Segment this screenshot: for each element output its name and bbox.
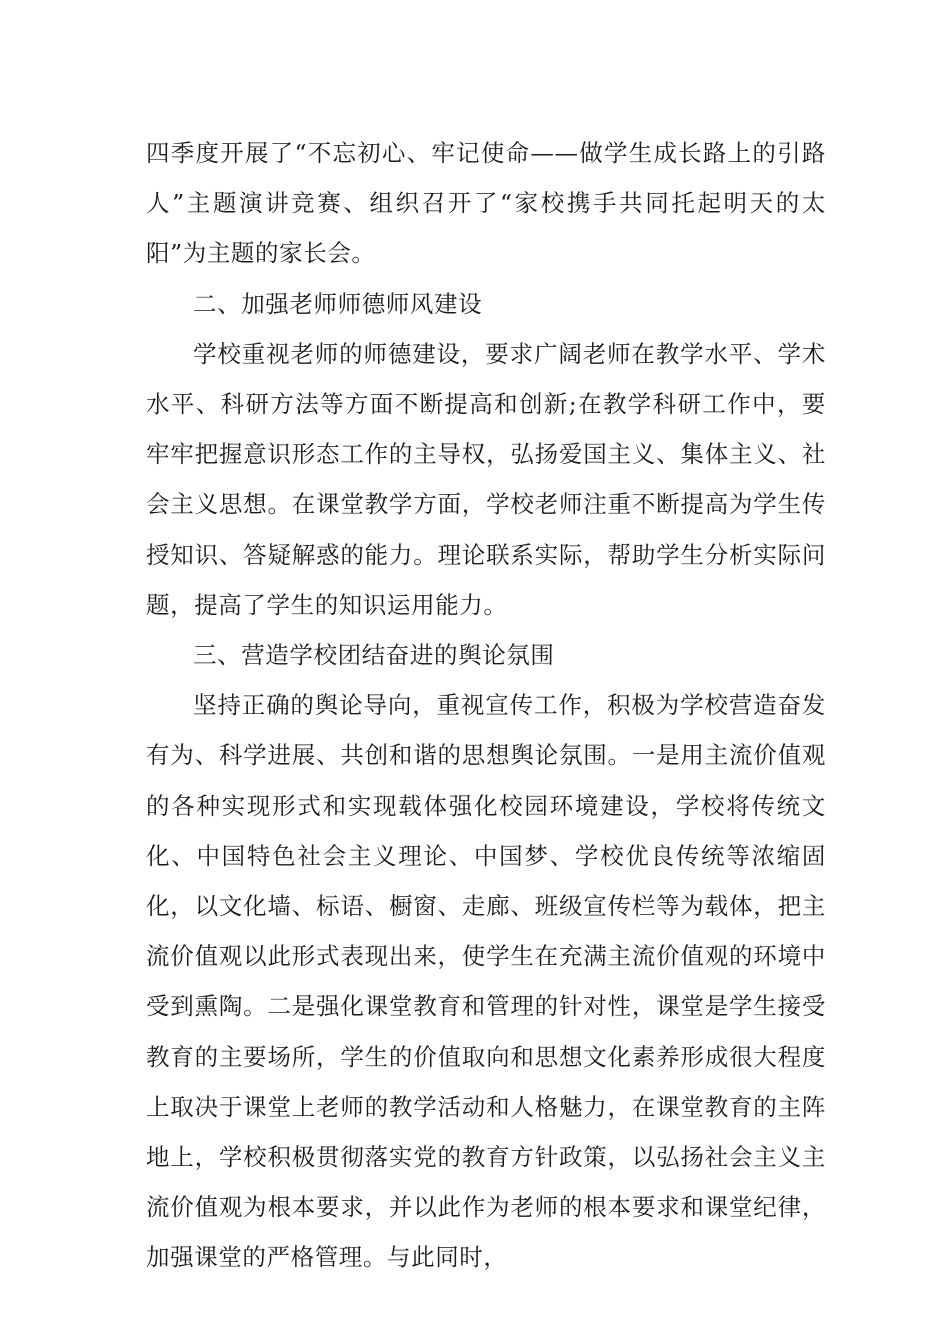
section-heading-2: 二、加强老师师德师风建设 bbox=[193, 289, 483, 318]
section-heading-3: 三、营造学校团结奋进的舆论氛围 bbox=[193, 641, 555, 670]
paragraph-public-opinion: 坚持正确的舆论导向，重视宣传工作，积极为学校营造奋发有为、科学进展、共创和谐的思想舆论氛围。一是用主流价值观的各种实现形式和实现载体强化校园环境建设，学校将传统文化、中国特色社会主义理论、中国梦、学校优良传统等浓缩固化，以文化墙、标语、橱窗、走廊、班级宣传栏等为载体，把主流价值观以此形式表现出来，使学生在充满主流价值观的环境中受到熏陶。二是强化课堂教育和管理的针对性，课堂是学生接受教育的主要场所，学生的价值取向和思想文化素养形成很大程度上取决于课堂上老师的教学活动和人格魅力，在课堂教育的主阵地上，学校积极贯彻落实党的教育方针政策，以弘扬社会主义主流价值观为根本要求，并以此作为老师的根本要求和课堂纪律，加强课堂的严格管理。与此同时， bbox=[146, 691, 826, 1272]
paragraph-continued: 四季度开展了“不忘初心、牢记使命——做学生成长路上的引路人”主题演讲竞赛、组织召开了“家校携手共同托起明天的太阳”为主题的家长会。 bbox=[146, 139, 826, 268]
paragraph-teacher-ethics: 学校重视老师的师德建设，要求广阔老师在教学水平、学术水平、科研方法等方面不断提高和创新;在教学科研工作中，要牢牢把握意识形态工作的主导权，弘扬爱国主义、集体主义、社会主义思想。在课堂教学方面，学校老师注重不断提高为学生传授知识、答疑解惑的能力。理论联系实际，帮助学生分析实际问题，提高了学生的知识运用能力。 bbox=[146, 339, 826, 619]
document-body bbox=[146, 128, 826, 1283]
